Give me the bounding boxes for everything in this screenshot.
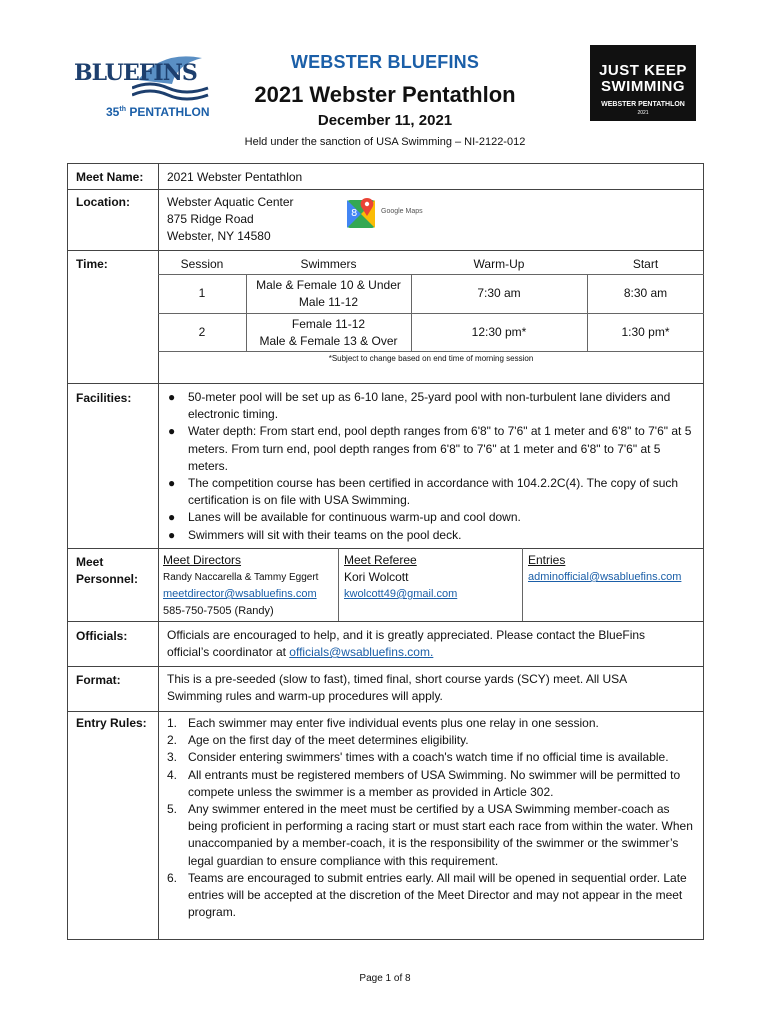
format-text: This is a pre-seeded (slow to fast), timed final, short course yards (SCY) meet. All USA Swimming rules and warm-up procedures will apply. — [167, 672, 628, 703]
facilities-label: Facilities: — [76, 391, 132, 405]
session-1-warmup: 7:30 am — [477, 286, 521, 300]
pentathlon-tag: 35th PENTATHLON — [106, 105, 210, 119]
list-item: 6. Teams are encouraged to submit entries early. All mail will be opened in sequential order. Late entries will be accepted at the discretion of the Meet Director and may not appear in the meet program. — [167, 870, 687, 920]
session-2-number: 2 — [198, 325, 206, 339]
session-2-swimmers: Female 11-12 Male & Female 13 & Over — [259, 317, 398, 348]
google-maps-icon[interactable] — [345, 196, 425, 238]
logo-wordmark: BLUEFINS — [74, 60, 197, 86]
header-warmup: Warm-Up — [473, 257, 525, 271]
meet-directors-col — [158, 548, 339, 621]
entry-rules-list — [167, 715, 697, 921]
list-item: ● Water depth: From start end, pool depth ranges from 6'8" to 7'6" at 1 meter and 6'8" to 7'6" at 5 meters. From turn end, pool depth ranges from 6'8" to 7'6" at 1 meter and 6'8" to 7'6" at 5 meters. — [168, 424, 692, 473]
session-1-swimmers: Male & Female 10 & Under Male 11-12 — [256, 278, 401, 309]
location-label: Location: — [76, 195, 130, 209]
page-number: Page 1 of 8 — [359, 973, 411, 984]
meet-date: December 11, 2021 — [317, 112, 453, 129]
meet-name-label: Meet Name: — [76, 170, 144, 184]
header-session: Session — [180, 257, 224, 271]
meet-directors-phone: 585-750-7505 (Randy) — [163, 605, 274, 617]
meet-referee-email[interactable]: kwolcott49@gmail.com — [344, 588, 458, 600]
session-2-warmup: 12:30 pm* — [471, 325, 527, 339]
session-schedule-table — [158, 250, 704, 367]
location-address: Webster Aquatic Center 875 Ridge Road Webster, NY 14580 — [167, 195, 294, 243]
header-swimmers: Swimmers — [300, 257, 357, 271]
time-label: Time: — [76, 257, 108, 271]
entries-col — [523, 548, 704, 621]
officials-text: Officials are encouraged to help, and it is greatly appreciated. Please contact the BlueFins official’s coordinator at officials@wsabluefins.com. — [167, 628, 646, 659]
meet-title: 2021 Webster Pentathlon — [254, 82, 516, 107]
session-1-number: 1 — [198, 286, 206, 300]
meet-directors-heading: Meet Directors — [163, 553, 242, 567]
personnel-label: Meet Personnel: — [76, 555, 139, 586]
list-item: 2. Age on the first day of the meet determines eligibility. — [167, 733, 469, 748]
sanction-line: Held under the sanction of USA Swimming – NI-2122-012 — [244, 136, 526, 148]
personnel-grid — [158, 548, 704, 621]
facilities-list — [168, 389, 698, 544]
svg-text:8: 8 — [351, 208, 358, 219]
list-item: ● The competition course has been certified in accordance with 104.2.2C(4). The copy of such certification is on file with USA Swimming. — [168, 476, 679, 508]
list-item: ● Lanes will be available for continuous warm-up and cool down. — [168, 510, 521, 525]
header-start: Start — [632, 257, 659, 271]
meet-referee-heading: Meet Referee — [344, 553, 417, 567]
list-item: ● Swimmers will sit with their teams on the pool deck. — [168, 527, 462, 542]
officials-email-link[interactable]: officials@wsabluefins.com. — [289, 645, 434, 659]
list-item: 5. Any swimmer entered in the meet must be certified by a USA Swimming member-coach as being proficient in performing a racing start or must start each race from within the water. When unaccompanied by a member-coach, it is the responsibility of the swimmer or the swimmer’s legal guardian to ensure compliance with this requirement. — [167, 802, 693, 868]
just-keep-swimming-badge: JUST KEEP SWIMMING WEBSTER PENTATHLON 2021 — [590, 45, 696, 121]
list-item: 4. All entrants must be registered members of USA Swimming. No swimmer will be permitted to compete unless the swimmer is a member as provided in Article 302. — [167, 767, 681, 799]
meet-referee-col — [339, 548, 523, 621]
entries-email[interactable]: adminofficial@wsabluefins.com — [528, 571, 682, 583]
google-maps-label: Google Maps — [381, 208, 423, 215]
session-1-start: 8:30 am — [623, 286, 668, 300]
entries-heading: Entries — [528, 553, 566, 567]
meet-name-value: 2021 Webster Pentathlon — [167, 170, 303, 184]
meet-directors-names: Randy Naccarella & Tammy Eggert — [163, 572, 319, 583]
format-label: Format: — [76, 673, 121, 687]
list-item: 3. Consider entering swimmers' times with a coach's watch time if no official time is available. — [167, 750, 669, 765]
list-item: 1. Each swimmer may enter five individual events plus one relay in one session. — [167, 716, 599, 730]
officials-label: Officials: — [76, 629, 128, 643]
meet-referee-name: Kori Wolcott — [344, 570, 409, 584]
entry-rules-label: Entry Rules: — [76, 716, 147, 730]
meet-directors-email[interactable]: meetdirector@wsabluefins.com — [163, 588, 317, 600]
meet-info-table — [67, 163, 704, 940]
list-item: ● 50-meter pool will be set up as 6-10 lane, 25-yard pool with non-turbulent lane dividers and electronic timing. — [168, 390, 671, 422]
schedule-note: *Subject to change based on end time of morning session — [328, 354, 534, 363]
session-2-start: 1:30 pm* — [621, 325, 670, 339]
org-title: WEBSTER BLUEFINS — [290, 52, 480, 72]
